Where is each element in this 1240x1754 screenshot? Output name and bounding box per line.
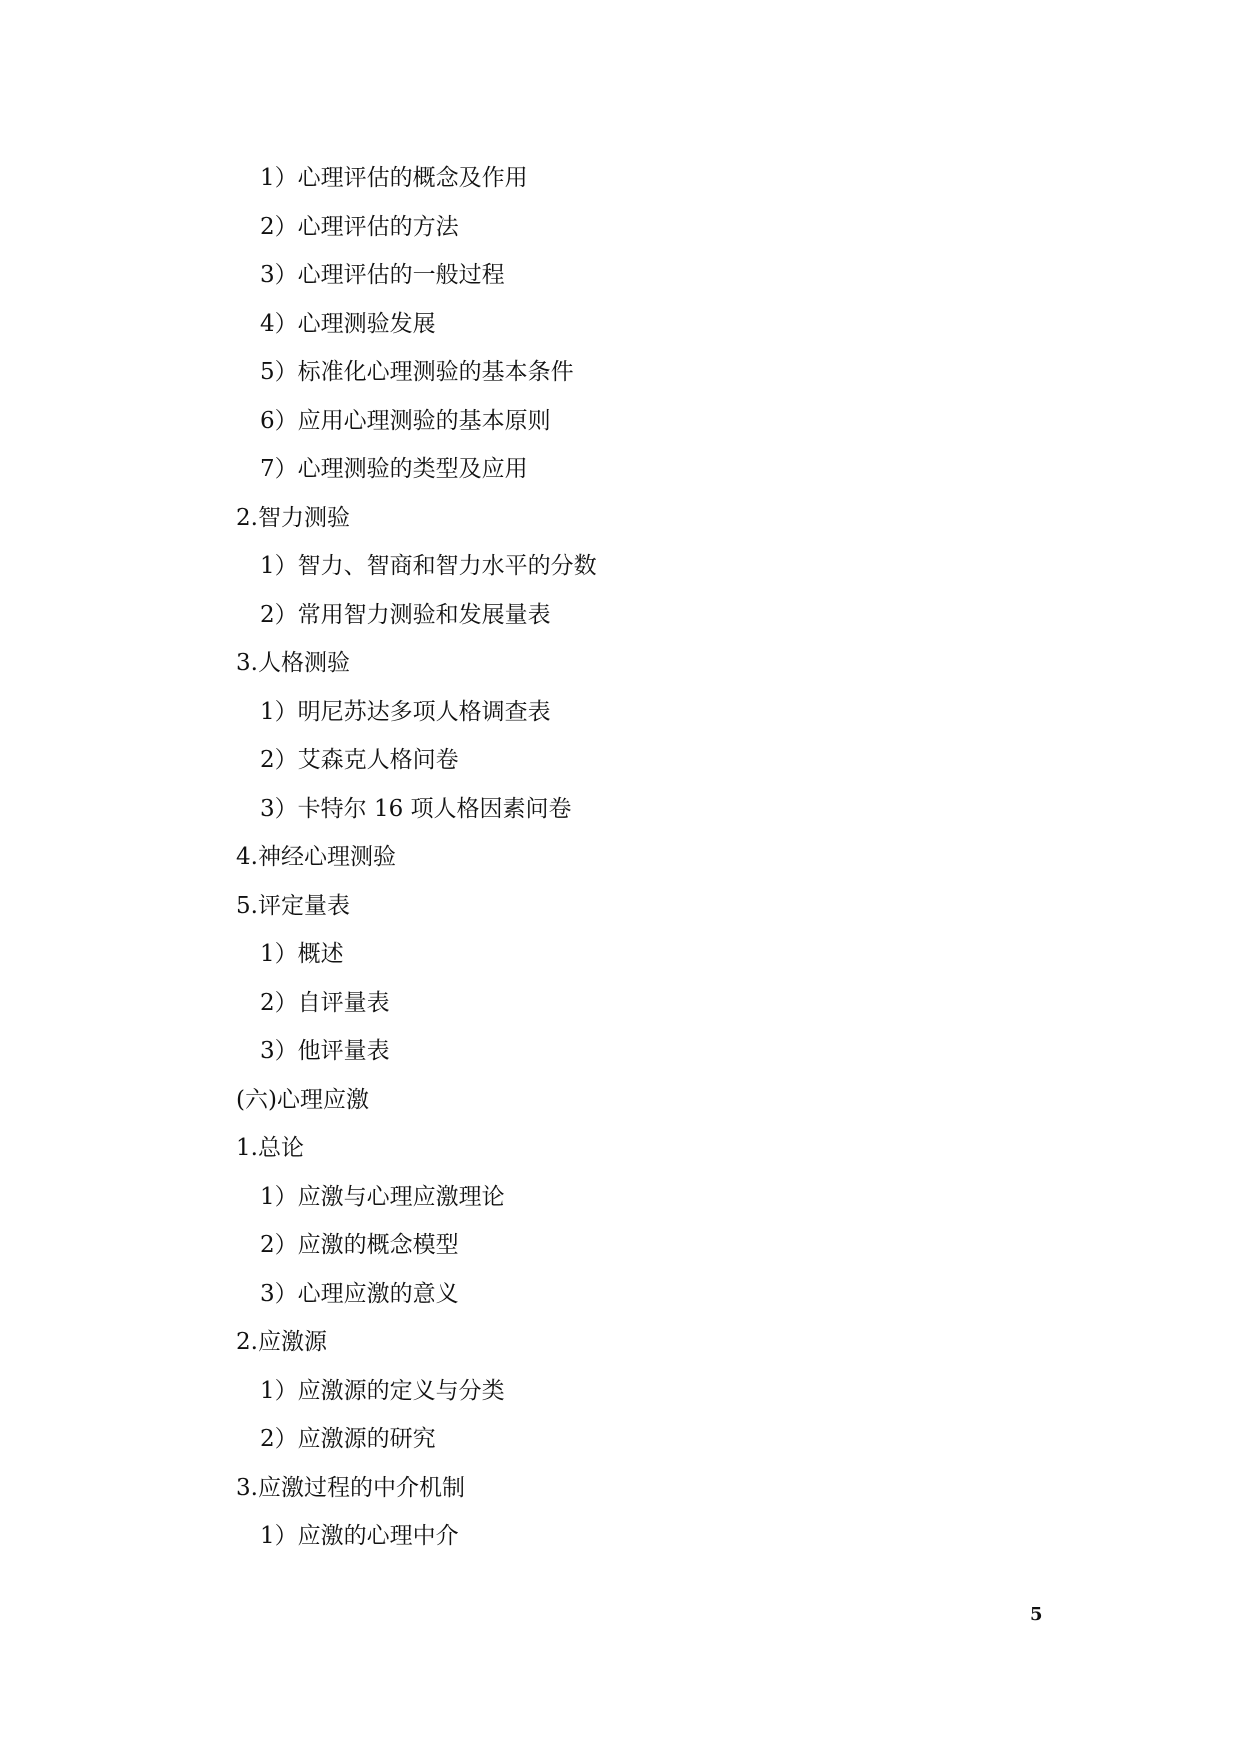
- outline-list: [236, 154, 1136, 1561]
- outline-item: 2）常用智力测验和发展量表: [260, 601, 551, 628]
- outline-item: 3）心理评估的一般过程: [260, 262, 505, 288]
- outline-item: 5）标准化心理测验的基本条件: [260, 359, 574, 385]
- outline-item: 4）心理测验发展: [260, 310, 436, 337]
- outline-heading: 2.智力测验: [236, 504, 350, 531]
- outline-heading: 5.评定量表: [236, 892, 350, 919]
- outline-heading: 4.神经心理测验: [236, 844, 396, 870]
- outline-item: 2）心理评估的方法: [260, 213, 459, 240]
- outline-item: 3）卡特尔 16 项人格因素问卷: [260, 795, 572, 822]
- outline-item: 1）概述: [260, 941, 344, 967]
- outline-item: 1）应激的心理中介: [260, 1523, 459, 1549]
- outline-item: 2）自评量表: [260, 989, 390, 1016]
- outline-item: 1）智力、智商和智力水平的分数: [260, 553, 597, 579]
- outline-item: 1）应激源的定义与分类: [260, 1377, 505, 1404]
- outline-heading: 3.人格测验: [236, 650, 350, 676]
- outline-item: 1）应激与心理应激理论: [260, 1183, 505, 1210]
- outline-item: 7）心理测验的类型及应用: [260, 456, 528, 482]
- outline-item: 3）他评量表: [260, 1038, 390, 1064]
- outline-item: 6）应用心理测验的基本原则: [260, 407, 551, 434]
- outline-item: 2）艾森克人格问卷: [260, 747, 459, 773]
- outline-heading: 1.总论: [236, 1135, 304, 1161]
- outline-item: 1）心理评估的概念及作用: [260, 165, 528, 191]
- outline-item: 2）应激的概念模型: [260, 1232, 459, 1258]
- outline-heading: (六)心理应激: [236, 1086, 369, 1113]
- outline-item: 3）心理应激的意义: [260, 1280, 459, 1307]
- outline-heading: 2.应激源: [236, 1329, 327, 1355]
- outline-heading: 3.应激过程的中介机制: [236, 1474, 465, 1501]
- page-number: 5: [1030, 1604, 1043, 1625]
- outline-item: 1）明尼苏达多项人格调查表: [260, 698, 551, 725]
- outline-item: 2）应激源的研究: [260, 1426, 436, 1452]
